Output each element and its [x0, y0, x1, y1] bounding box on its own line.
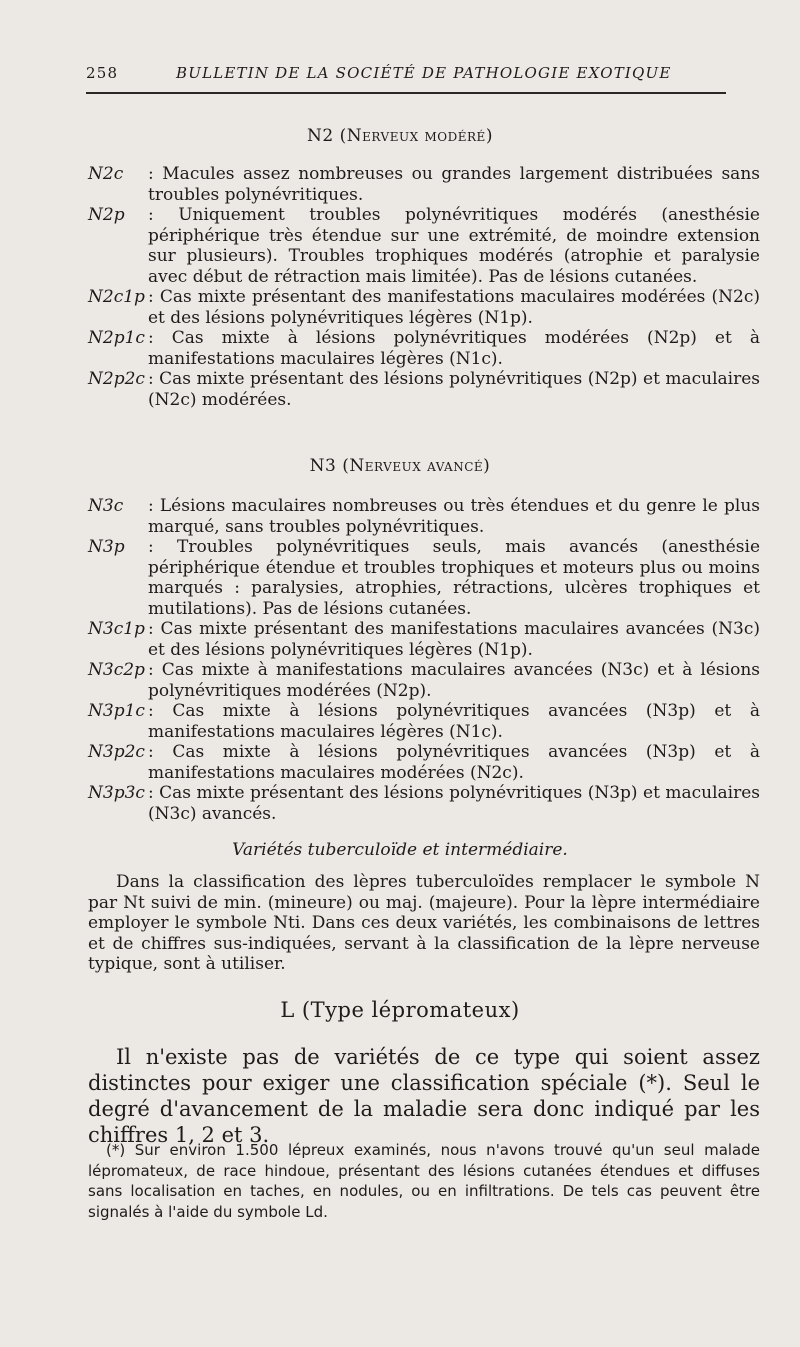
page-header: [86, 62, 726, 90]
list-item: [88, 783, 760, 824]
entry-text: : Cas mixte à manifestations maculaires avancées (N3c) et à lésions polynévritiques modérées (N2p).: [148, 660, 760, 701]
entry-text: : Macules assez nombreuses ou grandes largement distribuées sans troubles polynévritiques.: [148, 164, 760, 205]
entry-code: N3c1p: [88, 619, 145, 639]
section-code: N3: [309, 456, 337, 476]
entry-text: : Troubles polynévritiques seuls, mais avancés (anesthésie périphérique étendue et troubles trophiques et moteurs plus ou moins marqués : paralysies, atrophies, rétractions, ulcères trophiques et mutilations). Pas de lésions cutanées.: [148, 537, 760, 619]
entry-text: : Cas mixte à lésions polynévritiques modérées (N2p) et à manifestations maculaires légères (N1c).: [148, 328, 760, 369]
section-heading-n2: [0, 126, 800, 146]
section-heading-n3: [0, 456, 800, 476]
list-item: [88, 287, 760, 328]
n2-entry-list: [88, 164, 760, 410]
list-item: [88, 205, 760, 287]
section-label: (Nerveux modéré): [339, 126, 493, 146]
list-item: [88, 619, 760, 660]
entry-code: N2p: [88, 205, 125, 225]
entry-text: : Cas mixte présentant des manifestations maculaires avancées (N3c) et des lésions polynévritiques légères (N1p).: [148, 619, 760, 660]
lepromatous-heading-text: L (Type lépromateux): [280, 998, 520, 1022]
entry-text: : Cas mixte présentant des lésions polynévritiques (N3p) et maculaires (N3c) avancés.: [148, 783, 760, 824]
lepromatous-heading: [0, 998, 800, 1022]
entry-code: N3p3c: [88, 783, 145, 803]
section-label: (Nerveux avancé): [342, 456, 491, 476]
footnote: (*) Sur environ 1.500 lépreux examinés, nous n'avons trouvé qu'un seul malade lépromateux, de race hindoue, présentant des lésions cutanées étendues et diffuses sans localisation en taches, en nodules, ou en infiltrations. De tels cas peuvent être signalés à l'aide du symbole Ld.: [88, 1141, 760, 1221]
entry-text: : Cas mixte présentant des lésions polynévritiques (N2p) et maculaires (N2c) modérées.: [148, 369, 760, 410]
entry-code: N3c2p: [88, 660, 145, 680]
entry-code: N3p2c: [88, 742, 145, 762]
list-item: [88, 369, 760, 410]
entry-code: N2c: [88, 164, 124, 184]
entry-code: N3c: [88, 496, 124, 516]
entry-code: N3p: [88, 537, 125, 557]
list-item: [88, 328, 760, 369]
list-item: [88, 742, 760, 783]
list-item: [88, 660, 760, 701]
list-item: [88, 537, 760, 619]
header-rule: [86, 92, 726, 94]
entry-text: : Uniquement troubles polynévritiques modérés (anesthésie périphérique très étendue sur une extrémité, de moindre extension sur plusieurs). Troubles trophiques modérés (atrophie et paralysie avec début de rétraction mais limitée). Pas de lésions cutanées.: [148, 205, 760, 287]
n3-entry-list: [88, 496, 760, 824]
entry-text: : Lésions maculaires nombreuses ou très étendues et du genre le plus marqué, sans troubles polynévritiques.: [148, 496, 760, 537]
varieties-heading: Variétés tuberculoïde et intermédiaire.: [232, 840, 568, 860]
entry-text: : Cas mixte à lésions polynévritiques avancées (N3p) et à manifestations maculaires modérées (N2c).: [148, 742, 760, 783]
varieties-paragraph: Dans la classification des lèpres tuberculoïdes remplacer le symbole N par Nt suivi de min. (mineure) ou maj. (majeure). Pour la lèpre intermédiaire employer le symbole Nti. Dans ces deux variétés, les combinaisons de lettres et de chiffres sus-indiquées, servant à la classification de la lèpre nerveuse typique, sont à utiliser.: [88, 872, 760, 974]
entry-code: N2p1c: [88, 328, 145, 348]
entry-code: N2p2c: [88, 369, 145, 389]
list-item: [88, 164, 760, 205]
lepromatous-paragraph: Il n'existe pas de variétés de ce type qui soient assez distinctes pour exiger une classification spéciale (*). Seul le degré d'avancement de la maladie sera donc indiqué par les chiffres 1, 2 et 3.: [88, 1045, 760, 1147]
page-number: 258: [86, 64, 119, 82]
entry-text: : Cas mixte à lésions polynévritiques avancées (N3p) et à manifestations maculaires légères (N1c).: [148, 701, 760, 742]
list-item: [88, 496, 760, 537]
entry-text: : Cas mixte présentant des manifestations maculaires modérées (N2c) et des lésions polynévritiques légères (N1p).: [148, 287, 760, 328]
list-item: [88, 701, 760, 742]
section-code: N2: [307, 126, 334, 146]
entry-code: N2c1p: [88, 287, 145, 307]
running-title: BULLETIN DE LA SOCIÉTÉ DE PATHOLOGIE EXOTIQUE: [176, 64, 672, 82]
entry-code: N3p1c: [88, 701, 145, 721]
